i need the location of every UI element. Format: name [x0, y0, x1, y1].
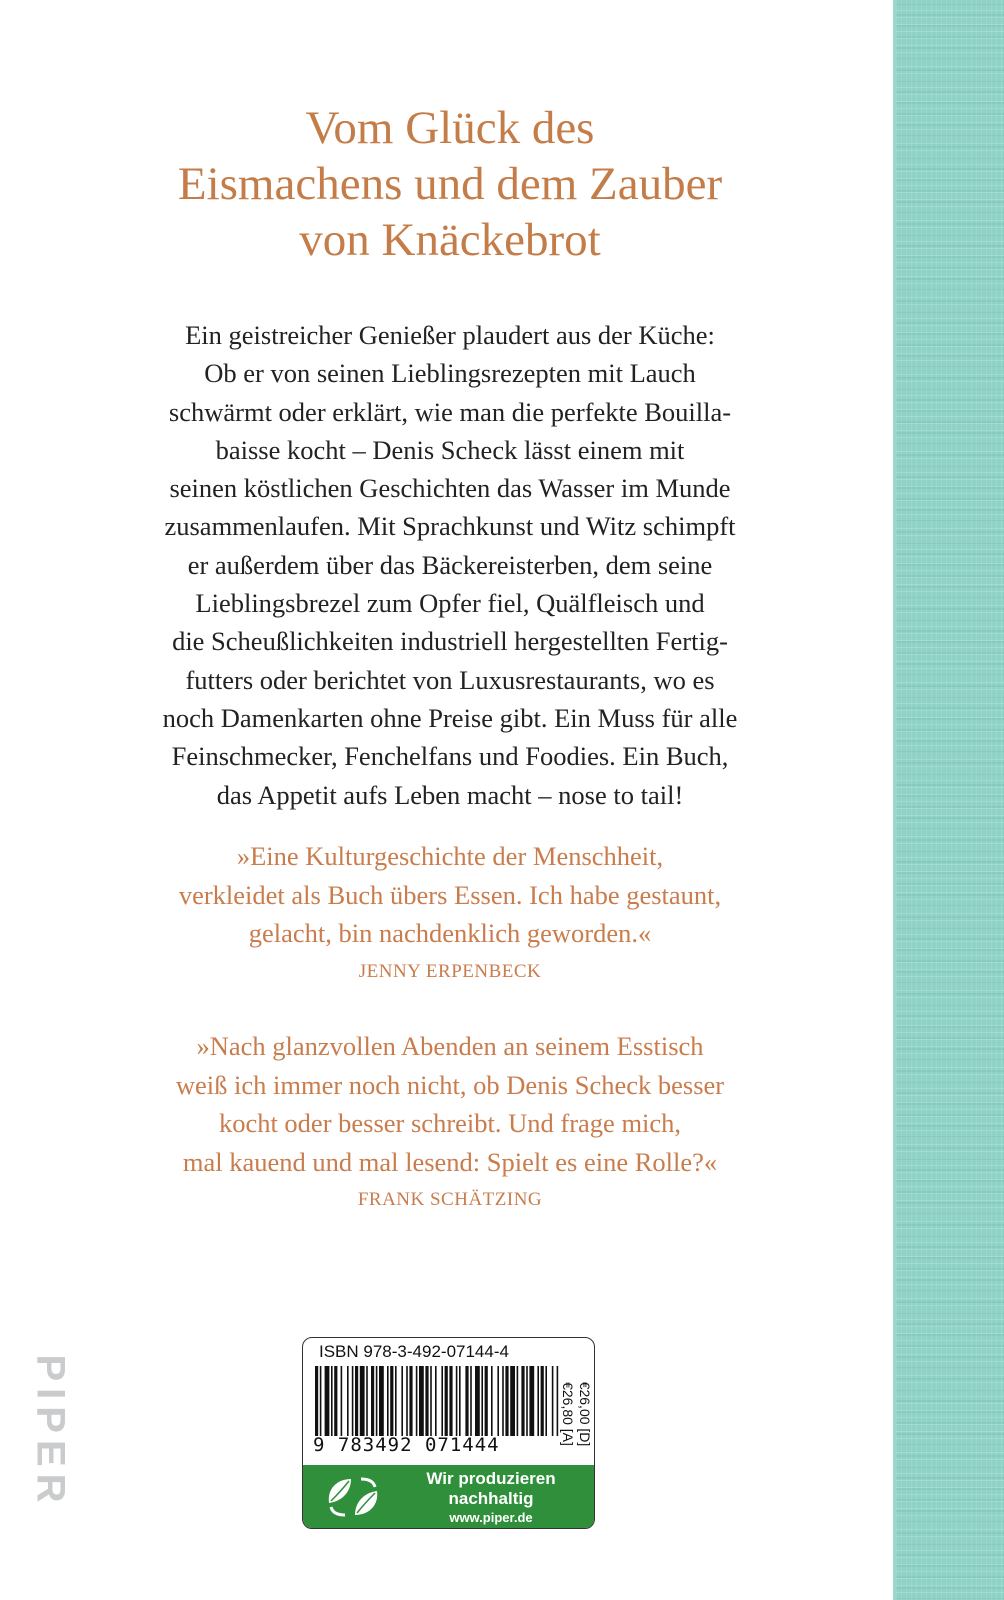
barcode-bar	[430, 1366, 432, 1436]
barcode-bar	[315, 1366, 318, 1436]
blurb-line: zusammenlaufen. Mit Sprachkunst und Witz schimpft	[164, 511, 736, 542]
barcode-bar	[491, 1366, 493, 1436]
barcode-bar	[470, 1366, 472, 1436]
quote-line: kocht oder besser schreibt. Und frage mich,	[218, 1108, 682, 1138]
barcode-bar	[449, 1366, 452, 1436]
barcode-bar	[502, 1366, 504, 1436]
eco-line2: nachhaltig	[448, 1489, 534, 1508]
quote-author: FRANK SCHÄTZING	[357, 1189, 543, 1210]
eco-line1: Wir produzieren	[426, 1469, 556, 1488]
barcode-bar	[485, 1366, 488, 1436]
quote-line: weiß ich immer noch nicht, ob Denis Scheck besser	[175, 1069, 725, 1100]
eco-url: www.piper.de	[449, 1510, 533, 1525]
barcode-bar	[325, 1366, 330, 1436]
barcode-bar	[395, 1366, 397, 1436]
barcode-bar	[387, 1366, 389, 1436]
cloth-spine	[896, 0, 1004, 1600]
barcode-bar	[456, 1366, 458, 1436]
barcode-bar	[537, 1366, 539, 1436]
eco-badge	[303, 1465, 594, 1528]
barcode-bar	[425, 1366, 428, 1436]
blurb-line: seinen köstlichen Geschichten das Wasser im Munde	[169, 473, 731, 504]
barcode-bar	[465, 1366, 468, 1436]
blurb-line: er außerdem über das Bäckereisterben, dem seine	[187, 549, 713, 580]
quote-line: verkleidet als Buch übers Essen. Ich habe gestaunt,	[178, 879, 722, 910]
barcode-bar	[320, 1366, 322, 1436]
barcode-icon	[311, 1366, 561, 1436]
price-text	[559, 1382, 593, 1447]
barcode-bar	[371, 1366, 374, 1436]
barcode-bar	[517, 1366, 519, 1436]
quote-line: »Nach glanzvollen Abenden an seinem Esstisch	[196, 1031, 704, 1061]
publisher-name: PIPER	[28, 1354, 73, 1510]
quote-line: »Eine Kulturgeschichte der Menschheit,	[236, 841, 664, 871]
barcode-bar	[416, 1366, 418, 1436]
quote-line: mal kauend und mal lesend: Spielt es eine Rolle?«	[182, 1146, 718, 1177]
blurb-line: schwärmt oder erklärt, wie man die perfekte Bouilla-	[168, 396, 732, 427]
headline-line: von Knäckebrot	[299, 214, 601, 266]
barcode-bar	[459, 1366, 461, 1436]
quote-erpenbeck	[112, 837, 788, 991]
barcode-bar	[390, 1366, 393, 1436]
barcode-bar	[541, 1366, 544, 1436]
price-block	[560, 1362, 593, 1466]
barcode-bar	[521, 1366, 524, 1436]
headline	[110, 100, 790, 268]
barcode-bar	[510, 1366, 515, 1436]
barcode-bar	[435, 1366, 437, 1436]
barcode-bar	[379, 1366, 384, 1436]
barcode-bar	[334, 1366, 337, 1436]
blurb-line: noch Damenkarten ohne Preise gibt. Ein Muss für alle	[162, 702, 738, 733]
barcode-number: 9 783492 071444	[313, 1434, 500, 1456]
blurb-line: Lieblingsbrezel zum Opfer fiel, Quälfleisch und	[195, 588, 705, 619]
barcode-bar	[545, 1366, 547, 1436]
quote-line: gelacht, bin nachdenklich geworden.«	[248, 918, 652, 948]
barcode-bar	[409, 1366, 412, 1436]
barcode-bar	[419, 1366, 424, 1436]
barcode-bar	[366, 1366, 368, 1436]
barcode-bar	[497, 1366, 499, 1436]
barcode-bar	[355, 1366, 358, 1436]
headline-line: Eismachens und dem Zauber	[177, 158, 723, 210]
blurb-line: Feinschmecker, Fenchelfans und Foodies. Ein Buch,	[171, 741, 729, 772]
leaf-recycle-icon	[321, 1473, 385, 1521]
isbn-text: ISBN 978-3-492-07144-4	[319, 1342, 509, 1361]
barcode-bar	[341, 1366, 343, 1436]
blurb-line: futters oder berichtet von Luxusrestaurants, wo es	[185, 664, 715, 695]
barcode-bar	[441, 1366, 443, 1436]
barcode-bar	[331, 1366, 333, 1436]
blurb-line: Ob er von seinen Lieblingsrezepten mit Lauch	[204, 358, 696, 389]
barcode-bar	[557, 1366, 559, 1436]
barcode-bar	[481, 1366, 483, 1436]
headline-line: Vom Glück des	[305, 102, 595, 154]
barcode-bar	[505, 1366, 508, 1436]
barcode-bar	[445, 1366, 448, 1436]
blurb-text	[112, 316, 788, 814]
barcode-bar	[401, 1366, 403, 1436]
publisher-logo	[12, 1352, 88, 1512]
barcode-bar	[526, 1366, 528, 1436]
barcode-label	[302, 1337, 595, 1529]
barcode-bar	[360, 1366, 365, 1436]
barcode-bar	[347, 1366, 349, 1436]
price-at: €26,80 [A]	[560, 1382, 576, 1446]
price-de: €26,00 [D]	[577, 1381, 593, 1447]
blurb-line: das Appetit aufs Leben macht – nose to tail!	[216, 779, 684, 810]
quote-schaetzing	[112, 1027, 788, 1219]
barcode-bar	[376, 1366, 378, 1436]
barcode-bar	[552, 1366, 554, 1436]
blurb-line: die Scheußlichkeiten industriell hergestellten Fertig-	[172, 626, 728, 657]
barcode-bar	[529, 1366, 534, 1436]
barcode-bar	[406, 1366, 408, 1436]
barcode-bar	[475, 1366, 480, 1436]
blurb-line: baisse kocht – Denis Scheck lässt einem mit	[215, 434, 685, 465]
barcode-bar	[352, 1366, 354, 1436]
quote-author: JENNY ERPENBECK	[358, 960, 542, 982]
blurb-line: Ein geistreicher Genießer plaudert aus der Küche:	[185, 320, 715, 350]
eco-text	[403, 1469, 579, 1526]
